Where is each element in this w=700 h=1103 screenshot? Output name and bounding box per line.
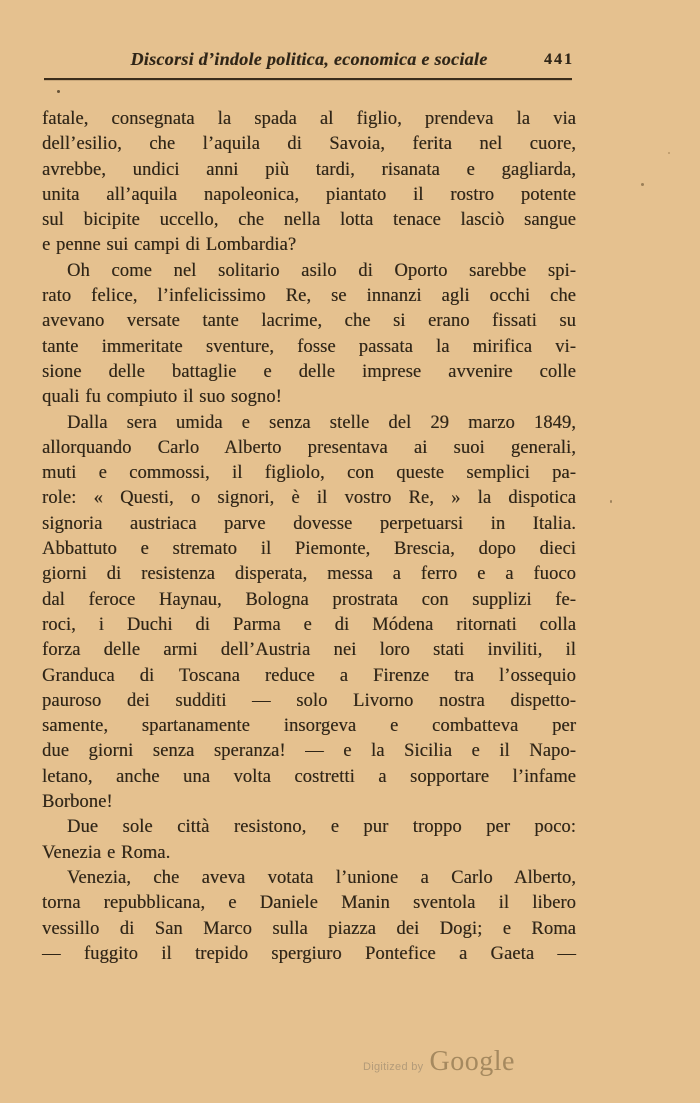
text-line: Dalla sera umida e senza stelle del 29 marzo 1849, bbox=[67, 412, 576, 433]
watermark-prefix: Digitized by bbox=[363, 1061, 424, 1073]
text-line: rato felice, l’infelicissimo Re, se innanzi agli occhi che bbox=[42, 286, 576, 307]
page-header bbox=[42, 49, 576, 73]
header-divider bbox=[44, 78, 572, 80]
ink-speck bbox=[57, 90, 60, 93]
text-line: Due sole città resistono, e pur troppo per poco: bbox=[67, 817, 576, 838]
text-line: dell’esilio, che l’aquila di Savoia, ferita nel cuore, bbox=[42, 134, 576, 155]
text-line: fatale, consegnata la spada al figlio, prendeva la via bbox=[42, 109, 576, 129]
text-line: Borbone! bbox=[42, 792, 113, 813]
google-logo: Google bbox=[429, 1046, 515, 1077]
text-line: — fuggito il trepido spergiuro Pontefice a Gaeta — bbox=[42, 943, 576, 964]
running-title: Discorsi d’indole politica, economica e sociale bbox=[130, 49, 488, 69]
text-line: quali fu compiuto il suo sogno! bbox=[42, 387, 282, 408]
text-line: unita all’aquila napoleonica, piantato il rostro potente bbox=[42, 184, 576, 205]
text-line: Granduca di Toscana reduce a Firenze tra l’ossequio bbox=[42, 665, 576, 686]
body-text bbox=[42, 107, 576, 967]
text-line: tante immeritate sventure, fosse passata la mirifica vi- bbox=[42, 336, 576, 357]
text-line: role: « Questi, o signori, è il vostro Re, » la dispotica bbox=[42, 488, 576, 509]
text-line: allorquando Carlo Alberto presentava ai suoi generali, bbox=[42, 437, 576, 458]
text-line: samente, spartanamente insorgeva e combatteva per bbox=[42, 716, 576, 737]
text-line: vessillo di San Marco sulla piazza dei Dogi; e Roma bbox=[42, 918, 576, 939]
text-line: muti e commossi, il figliolo, con queste semplici pa- bbox=[42, 463, 576, 484]
page-number: 441 bbox=[544, 51, 574, 68]
text-line: dal feroce Haynau, Bologna prostrata con supplizi fe- bbox=[42, 589, 576, 610]
text-line: avevano versate tante lacrime, che si erano fissati su bbox=[42, 311, 576, 332]
text-line: Oh come nel solitario asilo di Oporto sarebbe spi- bbox=[67, 260, 576, 281]
watermark bbox=[363, 1046, 515, 1078]
text-line: e penne sui campi di Lombardia? bbox=[42, 235, 297, 256]
text-line: letano, anche una volta costretti a sopportare l’infame bbox=[42, 766, 576, 787]
text-line: signoria austriaca parve dovesse perpetuarsi in Italia. bbox=[42, 513, 576, 534]
text-line: pauroso dei sudditi — solo Livorno nostra dispetto- bbox=[42, 690, 576, 711]
ink-speck bbox=[641, 183, 644, 186]
text-line: Venezia, che aveva votata l’unione a Carlo Alberto, bbox=[67, 867, 576, 888]
text-line: Venezia e Roma. bbox=[42, 842, 171, 863]
text-line: sul bicipite uccello, che nella lotta tenace lasciò sangue bbox=[42, 210, 576, 231]
text-line: giorni di resistenza disperata, messa a ferro e a fuoco bbox=[42, 564, 576, 585]
text-line: due giorni senza speranza! — e la Sicilia e il Napo- bbox=[42, 741, 576, 762]
text-line: roci, i Duchi di Parma e di Módena ritornati colla bbox=[42, 614, 576, 635]
ink-speck bbox=[668, 152, 670, 154]
text-line: avrebbe, undici anni più tardi, risanata e gagliarda, bbox=[42, 159, 576, 180]
text-line: torna repubblicana, e Daniele Manin sventola il libero bbox=[42, 893, 576, 914]
text-line: forza delle armi dell’Austria nei loro stati inviliti, il bbox=[42, 640, 576, 661]
text-line: Abbattuto e stremato il Piemonte, Brescia, dopo dieci bbox=[42, 539, 576, 560]
text-line: sione delle battaglie e delle imprese avvenire colle bbox=[42, 361, 576, 382]
ink-speck bbox=[610, 500, 612, 503]
